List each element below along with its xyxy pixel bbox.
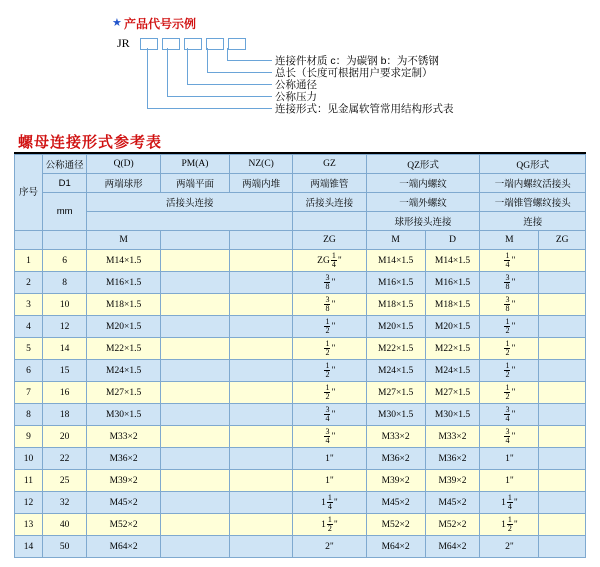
row-qz-m: M27×1.5	[366, 382, 425, 404]
row-seq: 8	[15, 404, 43, 426]
row-qg-zg	[539, 470, 586, 492]
row-qd: M18×1.5	[87, 294, 160, 316]
row-dn: 16	[42, 382, 86, 404]
header-dn-unit: mm	[42, 193, 86, 231]
row-qd: M27×1.5	[87, 382, 160, 404]
row-qg-m: 1 $\frac{1}{2}$ "	[480, 514, 539, 536]
page-title: 螺母连接形式参考表	[18, 134, 163, 151]
row-qz-d: M36×2	[425, 448, 480, 470]
table-row	[15, 426, 586, 448]
leader-h-1	[147, 108, 272, 109]
header-group-type-0: 两端球形	[87, 174, 160, 193]
row-qg-zg	[539, 382, 586, 404]
row-qz-m: M64×2	[366, 536, 425, 558]
row-qg-m: 1 $\frac{1}{4}$ "	[480, 492, 539, 514]
row-nz	[230, 272, 293, 294]
row-qd: M20×1.5	[87, 316, 160, 338]
row-nz	[230, 426, 293, 448]
row-nz	[230, 360, 293, 382]
header-dn-label: 公称通径	[42, 155, 86, 174]
header-group-code-0: Q(D)	[87, 155, 160, 174]
row-qg-m: $\frac{1}{2}$ "	[480, 316, 539, 338]
row-gz: ZG $\frac{1}{4}$ "	[293, 250, 366, 272]
row-qg-zg	[539, 360, 586, 382]
row-qg-m: $\frac{1}{2}$ "	[480, 338, 539, 360]
row-nz	[230, 316, 293, 338]
header-group-type-5: 一端内螺纹活接头	[480, 174, 586, 193]
row-pm	[160, 360, 229, 382]
row-seq: 10	[15, 448, 43, 470]
row-seq: 1	[15, 250, 43, 272]
header-unit-5: ZG	[539, 231, 586, 250]
code-boxes	[140, 38, 250, 56]
header-unit-dn-blank	[42, 231, 86, 250]
row-pm	[160, 338, 229, 360]
table-row	[15, 272, 586, 294]
table-header-row-4	[15, 212, 586, 231]
header-row3-left: 活接头连接	[87, 193, 293, 212]
row-dn: 40	[42, 514, 86, 536]
row-qd: M45×2	[87, 492, 160, 514]
header-group-type-3: 两端锥管	[293, 174, 366, 193]
header-group-type-1: 两端平面	[160, 174, 229, 193]
row-qz-d: M14×1.5	[425, 250, 480, 272]
row-nz	[230, 250, 293, 272]
leader-line-4	[207, 48, 208, 73]
row-qg-m: $\frac{1}{4}$ "	[480, 250, 539, 272]
row-seq: 7	[15, 382, 43, 404]
note-connection-type: 连接形式：见金属软管常用结构形式表	[275, 103, 454, 115]
row-qz-m: M14×1.5	[366, 250, 425, 272]
header-seq: 序号	[15, 155, 43, 231]
row-seq: 14	[15, 536, 43, 558]
header-unit-3: D	[425, 231, 480, 250]
code-prefix: JR	[117, 36, 130, 50]
row-seq: 2	[15, 272, 43, 294]
leader-h-5	[227, 60, 272, 61]
row-gz: $\frac{3}{4}$ "	[293, 426, 366, 448]
header-group-type-2: 两端内堆	[230, 174, 293, 193]
row-seq: 12	[15, 492, 43, 514]
header-unit-seq-blank	[15, 231, 43, 250]
row-dn: 8	[42, 272, 86, 294]
row-seq: 4	[15, 316, 43, 338]
row-qd: M39×2	[87, 470, 160, 492]
table-row	[15, 316, 586, 338]
row-qz-d: M20×1.5	[425, 316, 480, 338]
row-qz-d: M33×2	[425, 426, 480, 448]
table-row	[15, 338, 586, 360]
row-pm	[160, 272, 229, 294]
table-head	[15, 155, 586, 250]
row-gz: $\frac{3}{4}$ "	[293, 404, 366, 426]
header-group-code-1: PM(A)	[160, 155, 229, 174]
row-qg-m: $\frac{3}{8}$ "	[480, 294, 539, 316]
row-qd: M52×2	[87, 514, 160, 536]
row-qg-m: $\frac{3}{4}$ "	[480, 426, 539, 448]
nut-connection-table	[14, 154, 586, 558]
table-body	[15, 250, 586, 558]
header-row4-qg: 连接	[480, 212, 586, 231]
row-seq: 13	[15, 514, 43, 536]
row-dn: 50	[42, 536, 86, 558]
row-qd: M14×1.5	[87, 250, 160, 272]
row-seq: 5	[15, 338, 43, 360]
row-qz-d: M27×1.5	[425, 382, 480, 404]
row-qg-zg	[539, 492, 586, 514]
row-qd: M22×1.5	[87, 338, 160, 360]
row-qz-m: M22×1.5	[366, 338, 425, 360]
table-row	[15, 360, 586, 382]
table-row	[15, 294, 586, 316]
table-header-row-units	[15, 231, 586, 250]
product-code-diagram	[0, 0, 600, 140]
row-nz	[230, 294, 293, 316]
row-pm	[160, 536, 229, 558]
table-row	[15, 514, 586, 536]
table-header-row-1	[15, 155, 586, 174]
header-row4-qz: 球形接头连接	[366, 212, 480, 231]
row-qz-d: M39×2	[425, 470, 480, 492]
row-qg-zg	[539, 536, 586, 558]
row-gz: $\frac{3}{8}$ "	[293, 294, 366, 316]
row-dn: 10	[42, 294, 86, 316]
code-box-1	[140, 38, 158, 50]
row-qz-d: M45×2	[425, 492, 480, 514]
code-box-2	[162, 38, 180, 50]
row-qg-m: 1"	[480, 448, 539, 470]
row-qg-m: $\frac{1}{2}$ "	[480, 360, 539, 382]
row-qg-zg	[539, 448, 586, 470]
header-group-code-5: QG形式	[480, 155, 586, 174]
row-seq: 11	[15, 470, 43, 492]
row-nz	[230, 492, 293, 514]
row-qg-zg	[539, 250, 586, 272]
header-unit-0: M	[87, 231, 160, 250]
header-row3-qz: 一端外螺纹	[366, 193, 480, 212]
row-qz-d: M16×1.5	[425, 272, 480, 294]
leader-line-1	[147, 48, 148, 109]
row-nz	[230, 514, 293, 536]
row-qz-m: M20×1.5	[366, 316, 425, 338]
code-box-5	[228, 38, 246, 50]
row-gz: 1 $\frac{1}{2}$ "	[293, 514, 366, 536]
row-qz-m: M45×2	[366, 492, 425, 514]
row-qz-m: M18×1.5	[366, 294, 425, 316]
header-dn-sub: D1	[42, 174, 86, 193]
row-pm	[160, 514, 229, 536]
row-qg-zg	[539, 338, 586, 360]
row-pm	[160, 492, 229, 514]
row-dn: 15	[42, 360, 86, 382]
row-gz: 2"	[293, 536, 366, 558]
row-gz: 1"	[293, 448, 366, 470]
row-qd: M24×1.5	[87, 360, 160, 382]
row-qz-d: M24×1.5	[425, 360, 480, 382]
row-qg-zg	[539, 294, 586, 316]
table-row	[15, 448, 586, 470]
header-group-code-3: GZ	[293, 155, 366, 174]
row-pm	[160, 448, 229, 470]
row-qz-m: M24×1.5	[366, 360, 425, 382]
row-gz: $\frac{1}{2}$ "	[293, 338, 366, 360]
note-nominal-pressure: 公称压力	[275, 91, 317, 103]
leader-h-3	[187, 84, 272, 85]
row-qz-m: M30×1.5	[366, 404, 425, 426]
row-gz: $\frac{1}{2}$ "	[293, 360, 366, 382]
header-row3-qg: 一端锥管螺纹接头	[480, 193, 586, 212]
diagram-title: 产品代号示例	[124, 17, 197, 31]
row-pm	[160, 470, 229, 492]
row-qg-m: 1"	[480, 470, 539, 492]
note-total-length: 总长（长度可根据用户要求定制）	[275, 67, 433, 79]
note-material: 连接件材质 c：为碳钢 b：为不锈钢	[275, 55, 439, 67]
header-group-type-4: 一端内螺纹	[366, 174, 480, 193]
row-qg-zg	[539, 272, 586, 294]
row-seq: 3	[15, 294, 43, 316]
header-row4-blank	[87, 212, 293, 231]
row-qz-d: M52×2	[425, 514, 480, 536]
header-unit-pm-blank	[160, 231, 229, 250]
leader-h-2	[167, 96, 272, 97]
note-nominal-diameter: 公称通径	[275, 79, 317, 91]
row-pm	[160, 316, 229, 338]
header-unit-2: M	[366, 231, 425, 250]
row-nz	[230, 404, 293, 426]
row-qg-zg	[539, 426, 586, 448]
row-pm	[160, 404, 229, 426]
row-qd: M30×1.5	[87, 404, 160, 426]
table-row	[15, 470, 586, 492]
table-row	[15, 250, 586, 272]
leader-h-4	[207, 72, 272, 73]
row-qz-m: M16×1.5	[366, 272, 425, 294]
header-group-code-4: QZ形式	[366, 155, 480, 174]
row-dn: 6	[42, 250, 86, 272]
row-gz: $\frac{3}{8}$ "	[293, 272, 366, 294]
row-nz	[230, 536, 293, 558]
row-qg-m: 2"	[480, 536, 539, 558]
row-nz	[230, 382, 293, 404]
row-nz	[230, 338, 293, 360]
row-qg-zg	[539, 404, 586, 426]
row-nz	[230, 470, 293, 492]
row-pm	[160, 382, 229, 404]
row-qz-d: M64×2	[425, 536, 480, 558]
table-row	[15, 404, 586, 426]
header-row4-gz-blank	[293, 212, 366, 231]
row-nz	[230, 448, 293, 470]
table-row	[15, 492, 586, 514]
table-row	[15, 536, 586, 558]
row-qz-d: M30×1.5	[425, 404, 480, 426]
row-pm	[160, 250, 229, 272]
row-dn: 25	[42, 470, 86, 492]
header-unit-1: ZG	[293, 231, 366, 250]
leader-line-2	[167, 48, 168, 97]
row-dn: 32	[42, 492, 86, 514]
row-qz-m: M39×2	[366, 470, 425, 492]
row-qz-m: M33×2	[366, 426, 425, 448]
row-qz-m: M36×2	[366, 448, 425, 470]
row-qg-zg	[539, 316, 586, 338]
row-dn: 22	[42, 448, 86, 470]
header-row3-gz: 活接头连接	[293, 193, 366, 212]
leader-line-3	[187, 48, 188, 85]
row-seq: 6	[15, 360, 43, 382]
table-row	[15, 382, 586, 404]
row-gz: 1"	[293, 470, 366, 492]
header-unit-nz-blank	[230, 231, 293, 250]
row-gz: $\frac{1}{2}$ "	[293, 382, 366, 404]
header-unit-4: M	[480, 231, 539, 250]
row-dn: 20	[42, 426, 86, 448]
row-qd: M16×1.5	[87, 272, 160, 294]
row-gz: 1 $\frac{1}{4}$ "	[293, 492, 366, 514]
row-qg-m: $\frac{3}{8}$ "	[480, 272, 539, 294]
row-qd: M64×2	[87, 536, 160, 558]
row-qz-m: M52×2	[366, 514, 425, 536]
row-pm	[160, 294, 229, 316]
row-qz-d: M22×1.5	[425, 338, 480, 360]
row-qg-m: $\frac{3}{4}$ "	[480, 404, 539, 426]
row-qg-m: $\frac{1}{2}$ "	[480, 382, 539, 404]
table-header-row-2	[15, 174, 586, 193]
row-qd: M33×2	[87, 426, 160, 448]
code-box-4	[206, 38, 224, 50]
header-group-code-2: NZ(C)	[230, 155, 293, 174]
row-dn: 12	[42, 316, 86, 338]
row-dn: 18	[42, 404, 86, 426]
row-qg-zg	[539, 514, 586, 536]
star-icon: ★	[112, 17, 122, 29]
row-gz: $\frac{1}{2}$ "	[293, 316, 366, 338]
row-seq: 9	[15, 426, 43, 448]
row-qz-d: M18×1.5	[425, 294, 480, 316]
row-qd: M36×2	[87, 448, 160, 470]
row-dn: 14	[42, 338, 86, 360]
row-pm	[160, 426, 229, 448]
table-header-row-3	[15, 193, 586, 212]
